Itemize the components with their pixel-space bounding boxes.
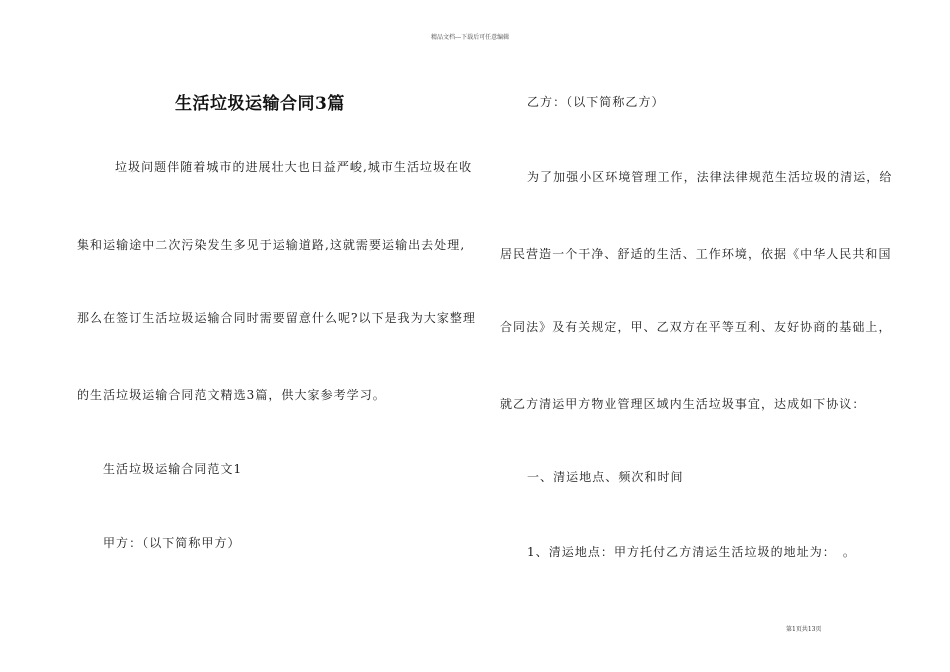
section-heading-1: 生活垃圾运输合同范文1	[103, 462, 243, 476]
right-line-4: 就乙方清运甲方物业管理区域内生活垃圾事宜，达成如下协议：	[500, 397, 866, 411]
right-line-2: 居民营造一个干净、舒适的生活、工作环境，依据《中华人民共和国	[500, 247, 892, 261]
right-line-3: 合同法》及有关规定，甲、乙双方在平等互利、友好协商的基础上，	[500, 320, 892, 334]
left-line-3: 那么在签订生活垃圾运输合同时需要留意什么呢?以下是我为大家整理	[77, 311, 476, 325]
party-b-line: 乙方：（以下简称乙方）	[527, 95, 665, 109]
document-title: 生活垃圾运输合同3篇	[175, 94, 345, 114]
clause-1-line: 1、清运地点：甲方托付乙方清运生活垃圾的地址为： 。	[527, 545, 856, 559]
left-line-1: 垃圾问题伴随着城市的进展壮大也日益严峻,城市生活垃圾在收	[115, 160, 473, 174]
clause-heading-1: 一、清运地点、频次和时间	[527, 470, 684, 484]
right-line-1: 为了加强小区环境管理工作，法律法律规范生活垃圾的清运，给	[527, 170, 893, 184]
left-line-2: 集和运输途中二次污染发生多见于运输道路,这就需要运输出去处理,	[77, 238, 466, 252]
left-line-4: 的生活垃圾运输合同范文精选3篇，供大家参考学习。	[77, 388, 386, 402]
header-note: 精品文档---下载后可任意编辑	[431, 34, 510, 41]
page-footer: 第1页共13页	[786, 626, 822, 633]
party-a-line: 甲方：（以下简称甲方）	[103, 536, 241, 550]
